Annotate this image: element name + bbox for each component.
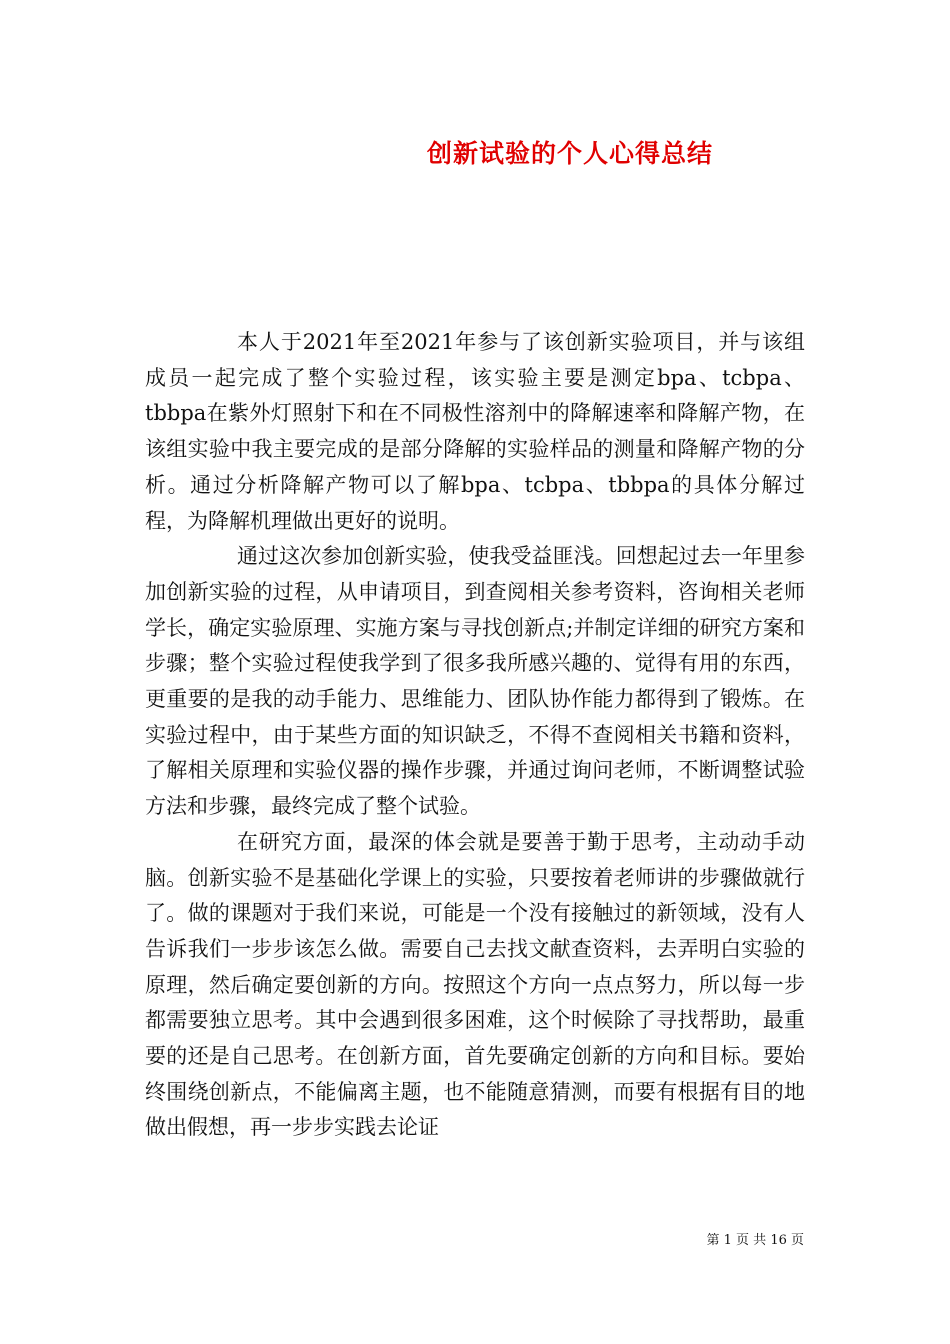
paragraph-3: 在研究方面，最深的体会就是要善于勤于思考，主动动手动脑。创新实验不是基础化学课上的实验，只要按着老师讲的步骤做就行了。做的课题对于我们来说，可能是一个没有接触过的新领域，没有人告诉我们一步步该怎么做。需要自己去找文献查资料，去弄明白实验的原理，然后确定要创新的方向。按照这个方向一点点努力，所以每一步都需要独立思考。其中会遇到很多困难，这个时候除了寻找帮助，最重要的还是自己思考。在创新方面，首先要确定创新的方向和目标。要始终围绕创新点，不能偏离主题，也不能随意猜测，而要有根据有目的地做出假想，再一步步实践去论证	[145, 829, 805, 1140]
page-number: 第 1 页 共 16 页	[706, 1233, 804, 1248]
paragraph-1: 本人于2021年至2021年参与了该创新实验项目，并与该组成员一起完成了整个实验过程，该实验主要是测定bpa、tcbpa、tbbpa在紫外灯照射下和在不同极性溶剂中的降解速率和降解产物，在该组实验中我主要完成的是部分降解的实验样品的测量和降解产物的分析。通过分析降解产物可以了解bpa、tcbpa、tbbpa的具体分解过程，为降解机理做出更好的说明。	[145, 330, 805, 533]
paragraph-2: 通过这次参加创新实验，使我受益匪浅。回想起过去一年里参加创新实验的过程，从申请项目，到查阅相关参考资料，咨询相关老师学长，确定实验原理、实施方案与寻找创新点;并制定详细的研究方案和步骤；整个实验过程使我学到了很多我所感兴趣的、觉得有用的东西，更重要的是我的动手能力、思维能力、团队协作能力都得到了锻炼。在实验过程中，由于某些方面的知识缺乏，不得不查阅相关书籍和资料，了解相关原理和实验仪器的操作步骤，并通过询问老师，不断调整试验方法和步骤，最终完成了整个试验。	[145, 544, 805, 819]
document-title: 创新试验的个人心得总结	[426, 139, 713, 168]
document-body	[145, 325, 805, 1146]
